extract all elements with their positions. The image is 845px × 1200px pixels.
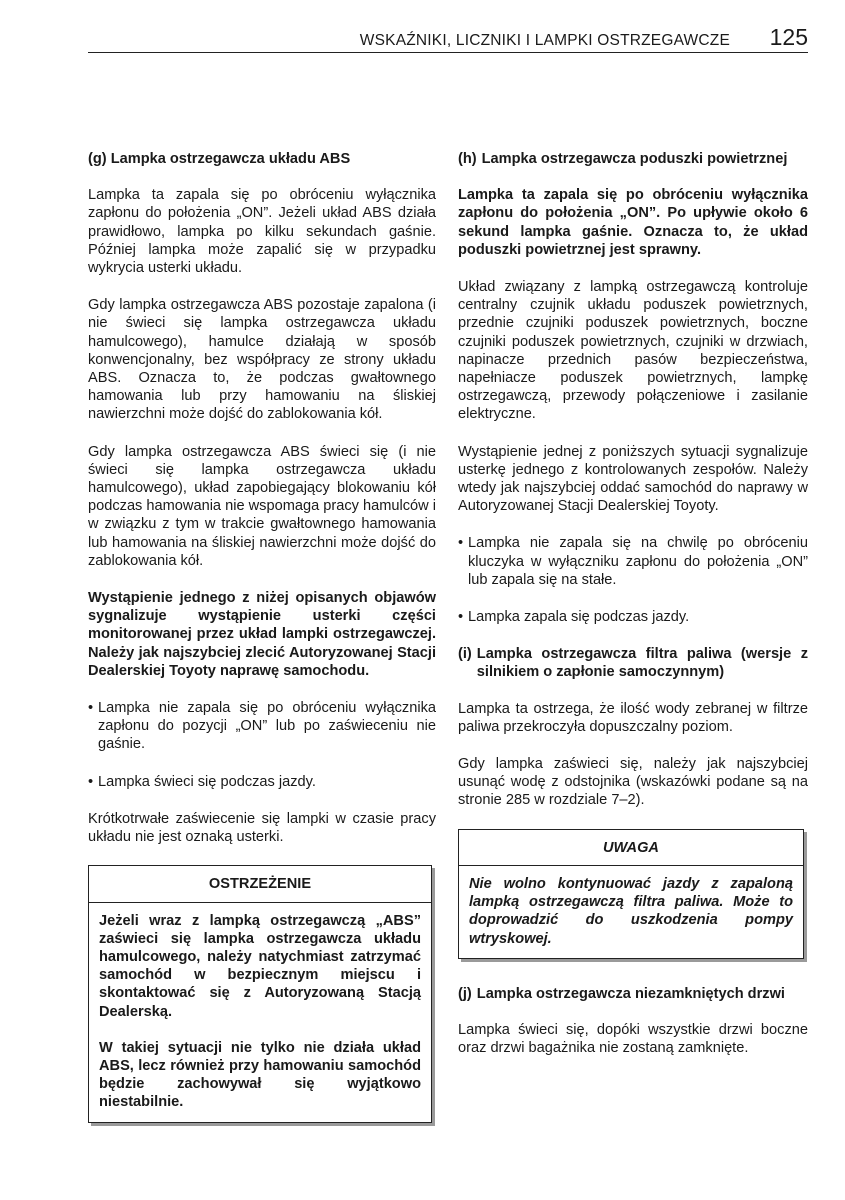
list-item-text: Lampka nie zapala się na chwilę po obróceniu kluczyka w wyłączniku zapłonu do położenia „ON” lub zapala się na stałe.: [468, 535, 808, 588]
list-item: [88, 773, 436, 791]
caution-paragraph: Nie wolno kontynuować jazdy z zapaloną lampką ostrzegawczą filtra paliwa. Może to doprowadzić do uszkodzenia pompy wtryskowej.: [469, 875, 793, 947]
heading-text: Lampka ostrzegawcza niezamkniętych drzwi: [476, 985, 785, 1002]
right-column: [458, 150, 808, 1076]
caution-title: UWAGA: [459, 830, 803, 866]
list-item-text: Lampka nie zapala się po obróceniu wyłącznika zapłonu do pozycji „ON” lub po zaświeceniu nie gaśnie.: [98, 700, 436, 753]
bullet-icon: •: [88, 773, 94, 790]
heading-label: (i): [458, 646, 472, 663]
page-number: 125: [769, 24, 808, 50]
left-column: [88, 150, 436, 1149]
heading-j: [458, 985, 808, 1003]
section-title: WSKAŹNIKI, LICZNIKI I LAMPKI OSTRZEGAWCZE: [359, 32, 730, 49]
paragraph-bold: Wystąpienie jednego z niżej opisanych objawów sygnalizuje wystąpienie usterki części monitorowanej przez układ lampki ostrzegawczej. Należy jak najszybciej zlecić Autoryzowanej Stacji Dealerskiej Toyoty naprawę samochodu.: [88, 590, 436, 679]
paragraph: Wystąpienie jednej z poniższych sytuacji sygnalizuje usterkę jednego z kontrolowanych zespołów. Należy wtedy jak najszybciej oddać samochód do naprawy w Autoryzowanej Stacji Dealerskiej Toyoty.: [458, 443, 808, 515]
paragraph: Układ związany z lampką ostrzegawczą kontroluje centralny czujnik układu poduszek powietrznych, przednie czujniki poduszek powietrznych, boczne czujniki poduszek powietrznych, czujniki w drzwiach, napinacze przednich pasów bezpieczeństwa, napełniacze poduszek powietrznych, lampkę ostrzegawczą, przewody połączeniowe i zasilanie elektryczne.: [458, 279, 808, 423]
list-item-text: Lampka świeci się podczas jazdy.: [98, 773, 316, 790]
paragraph-bold: Lampka ta zapala się po obróceniu wyłącznika zapłonu do położenia „ON”. Po upływie około 6 sekund lampka gaśnie. Oznacza to, że układ poduszki powietrznej jest sprawny.: [458, 187, 808, 258]
bullet-icon: •: [458, 609, 464, 626]
list-item: [458, 608, 808, 626]
caution-box: [458, 829, 804, 959]
list-item: [88, 699, 436, 754]
heading-label: (j): [458, 985, 472, 1002]
heading-label: (h): [458, 151, 477, 167]
heading-h: [458, 150, 808, 168]
heading-i: [458, 645, 808, 681]
warning-paragraph: W takiej sytuacji nie tylko nie działa układ ABS, lecz również przy hamowaniu samochód będzie zachowywał się wyjątkowo niestabilnie.: [99, 1039, 421, 1111]
paragraph: Lampka ta zapala się po obróceniu wyłącznika zapłonu do położenia „ON”. Jeżeli układ ABS działa prawidłowo, lampka po kilku sekundach gaśnie. Później lampka może zapalić się w przypadku wykrycia usterki układu.: [88, 187, 436, 277]
paragraph: Gdy lampka ostrzegawcza ABS świeci się (i nie świeci się lampka ostrzegawcza układu hamulcowego), układ zapobiegający blokowaniu kół podczas hamowania nie wspomaga pracy hamulców i w związku z tym w trakcie gwałtownego hamowania lub hamowania na śliskiej nawierzchni może dojść do zablokowania kół.: [88, 443, 436, 569]
caution-body: [459, 866, 803, 958]
paragraph: Lampka ta ostrzega, że ilość wody zebranej w filtrze paliwa przekroczyła dopuszczalny poziom.: [458, 700, 808, 735]
list-item: [458, 534, 808, 589]
bullet-icon: •: [88, 700, 94, 717]
warning-paragraph: Jeżeli wraz z lampką ostrzegawczą „ABS” zaświeci się lampka ostrzegawcza układu hamulcowego, należy natychmiast zatrzymać samochód w bezpiecznym miejscu i skontaktować się z Autoryzowaną Stacją Dealerską.: [99, 912, 421, 1020]
warning-title: OSTRZEŻENIE: [89, 866, 431, 902]
page-header: [88, 24, 808, 53]
paragraph: Lampka świeci się, dopóki wszystkie drzwi boczne oraz drzwi bagażnika nie zostaną zamknięte.: [458, 1021, 808, 1057]
heading-text: Lampka ostrzegawcza filtra paliwa (wersje z silnikiem o zapłonie samoczynnym): [476, 646, 808, 681]
heading-text: Lampka ostrzegawcza poduszki powietrznej: [481, 151, 788, 167]
warning-box: [88, 865, 432, 1122]
bullet-icon: •: [458, 535, 464, 552]
paragraph: Krótkotrwałe zaświecenie się lampki w czasie pracy układu nie jest oznaką usterki.: [88, 810, 436, 846]
paragraph: Gdy lampka zaświeci się, należy jak najszybciej usunąć wodę z odstojnika (wskazówki podane są na stronie 285 w rozdziale 7–2).: [458, 756, 808, 809]
list-item-text: Lampka zapala się podczas jazdy.: [468, 609, 690, 626]
warning-body: [89, 903, 431, 1122]
paragraph: Gdy lampka ostrzegawcza ABS pozostaje zapalona (i nie świeci się lampka ostrzegawcza układu hamulcowego), hamulce działają w sposób konwencjonalny, bez współpracy ze strony układu ABS. Oznacza to, że podczas gwałtownego hamowania lub przy hamowaniu na śliskiej nawierzchni może dojść do zablokowania kół.: [88, 297, 436, 423]
heading-g: (g) Lampka ostrzegawcza układu ABS: [88, 151, 351, 167]
